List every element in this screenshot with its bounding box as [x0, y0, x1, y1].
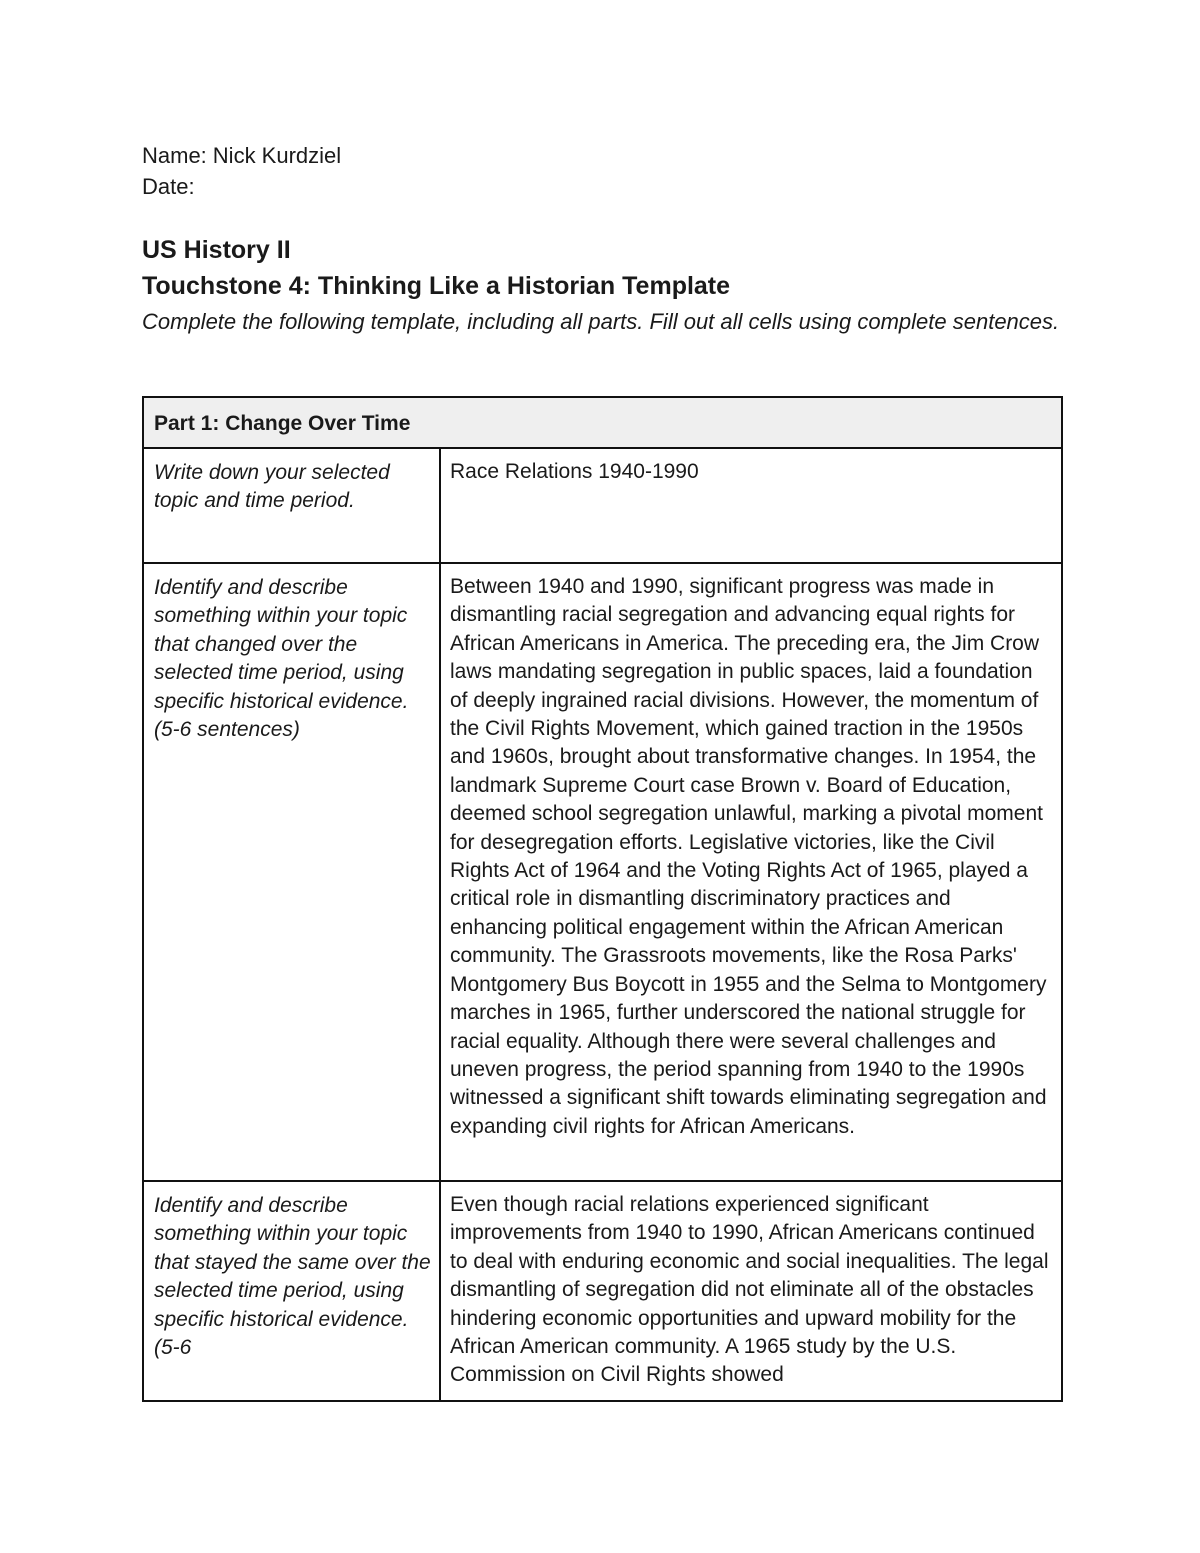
name-label: Name: [142, 143, 207, 168]
table-row [143, 563, 1062, 1181]
instructions-text: Complete the following template, including all parts. Fill out all cells using complete sentences. [142, 309, 1060, 334]
assignment-title: Touchstone 4: Thinking Like a Historian Template [142, 272, 731, 300]
response-cell[interactable]: Race Relations 1940-1990 [440, 448, 1062, 563]
date-line [142, 171, 1061, 202]
template-table [142, 396, 1063, 1402]
prompt-cell: Write down your selected topic and time period. [143, 448, 440, 563]
document-page [142, 140, 1061, 337]
table-row [143, 448, 1062, 563]
prompt-cell: Identify and describe something within your topic that changed over the selected time period, using specific historical evidence. (5-6 sentences) [143, 563, 440, 1181]
date-label: Date: [142, 174, 195, 199]
table-row [143, 1181, 1062, 1401]
response-cell[interactable]: Even though racial relations experienced significant improvements from 1940 to 1990, African Americans continued to deal with enduring economic and social inequalities. The legal dismantling of segregation did not eliminate all of the obstacles hindering economic opportunities and upward mobility for the African American community. A 1965 study by the U.S. Commission on Civil Rights showed [440, 1181, 1062, 1401]
part-header: Part 1: Change Over Time [143, 397, 1062, 448]
prompt-cell: Identify and describe something within your topic that stayed the same over the selected time period, using specific historical evidence. (5-6 [143, 1181, 440, 1401]
name-line [142, 140, 1061, 171]
table-header-row [143, 397, 1062, 448]
course-title: US History II [142, 236, 291, 264]
response-cell[interactable]: Between 1940 and 1990, significant progress was made in dismantling racial segregation and advancing equal rights for African Americans in America. The preceding era, the Jim Crow laws mandating segregation in public spaces, laid a foundation of deeply ingrained racial divisions. However, the momentum of the Civil Rights Movement, which gained traction in the 1950s and 1960s, brought about transformative changes. In 1954, the landmark Supreme Court case Brown v. Board of Education, deemed school segregation unlawful, marking a pivotal moment for desegregation efforts. Legislative victories, like the Civil Rights Act of 1964 and the Voting Rights Act of 1965, played a critical role in dismantling discriminatory practices and enhancing political engagement within the African American community. The Grassroots movements, like the Rosa Parks' Montgomery Bus Boycott in 1955 and the Selma to Montgomery marches in 1965, further underscored the national struggle for racial equality. Although there were several challenges and uneven progress, the period spanning from 1940 to the 1990s witnessed a significant shift towards eliminating segregation and expanding civil rights for African Americans. [440, 563, 1062, 1181]
name-value: Nick Kurdziel [212, 143, 342, 168]
